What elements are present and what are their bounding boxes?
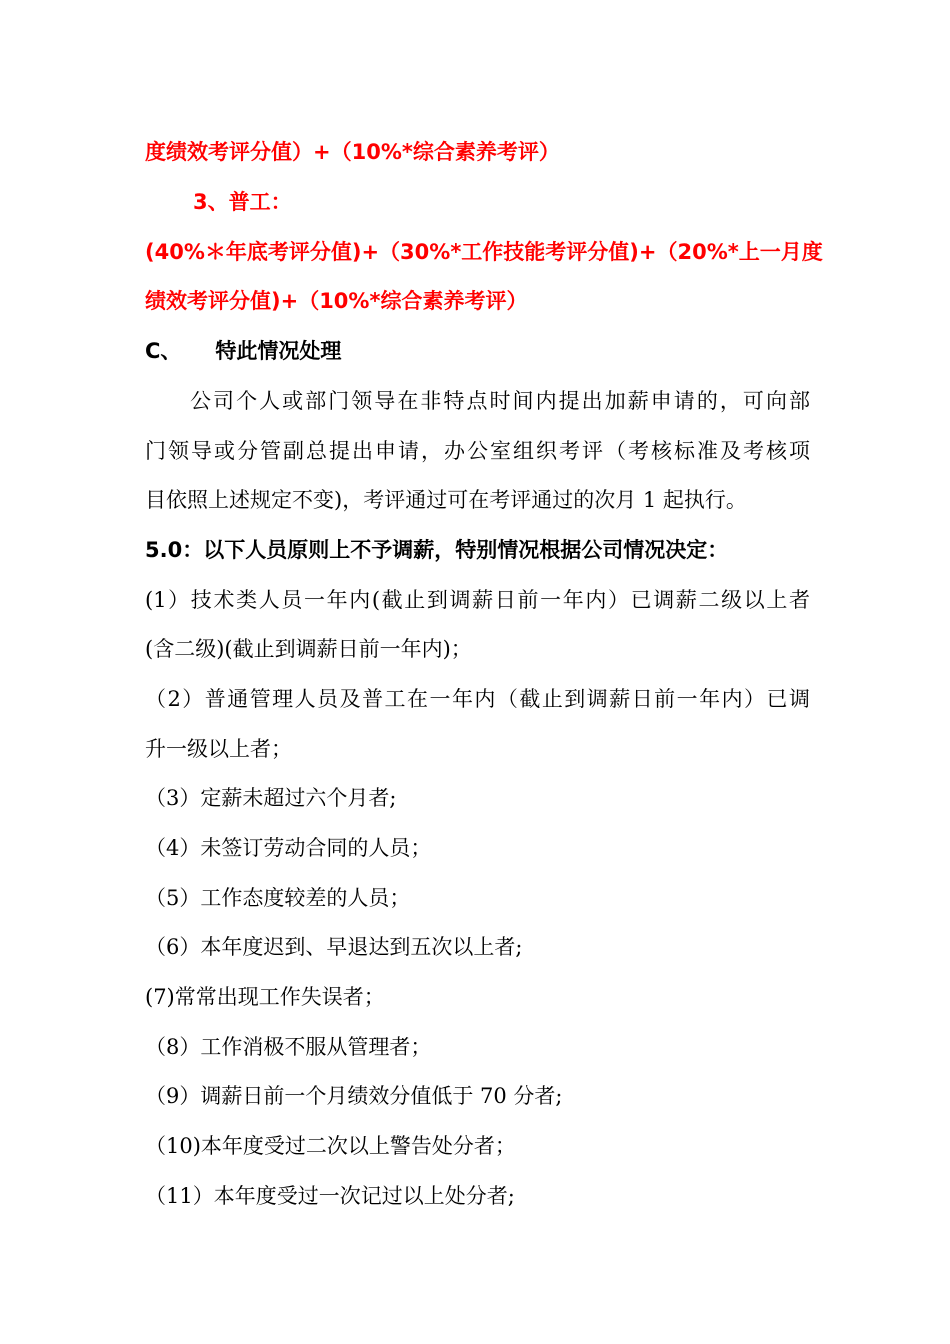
list-item: （6）本年度迟到、早退达到五次以上者; [145, 935, 523, 959]
list-item: （10)本年度受过二次以上警告处分者； [145, 1134, 516, 1158]
list-item: （8）工作消极不服从管理者； [145, 1035, 432, 1059]
formula-line-2: (40%＊年底考评分值)+（30%*工作技能考评分值)+（20%*上一月度 [145, 240, 823, 264]
special-heading [145, 336, 810, 366]
section5-heading: 5.0：以下人员原则上不予调薪，特别情况根据公司情况决定： [145, 538, 729, 562]
list-item: （5）工作态度较差的人员； [145, 886, 411, 910]
list-item: （11）本年度受过一次记过以上处分者; [145, 1184, 515, 1208]
pugong-heading: 3、普工： [193, 190, 292, 214]
special-label: C、 [145, 339, 182, 363]
list-item: （2）普通管理人员及普工在一年内（截止到调薪日前一年内）已调 [145, 687, 810, 711]
list-item: （4）未签订劳动合同的人员； [145, 836, 432, 860]
formula-line-3: 绩效考评分值)+（10%*综合素养考评） [145, 289, 528, 313]
list-item: (1）技术类人员一年内(截止到调薪日前一年内）已调薪二级以上者 [145, 588, 810, 612]
list-item: (含二级)(截止到调薪日前一年内)； [145, 637, 472, 661]
list-item: 升一级以上者； [145, 737, 292, 761]
special-para-line-1: 公司个人或部门领导在非特点时间内提出加薪申请的，可向部 [190, 389, 810, 413]
special-para-line-3: 目依照上述规定不变)，考评通过可在考评通过的次月 1 起执行。 [145, 488, 747, 512]
list-item: （9）调薪日前一个月绩效分值低于 70 分者; [145, 1084, 563, 1108]
special-title: 特此情况处理 [215, 339, 342, 363]
formula-line-1: 度绩效考评分值）+（10%*综合素养考评） [145, 140, 560, 164]
special-para-line-2: 门领导或分管副总提出申请，办公室组织考评（考核标准及考核项 [145, 439, 810, 463]
list-item: （3）定薪未超过六个月者; [145, 786, 397, 810]
list-item: (7)常常出现工作失误者； [145, 985, 385, 1009]
